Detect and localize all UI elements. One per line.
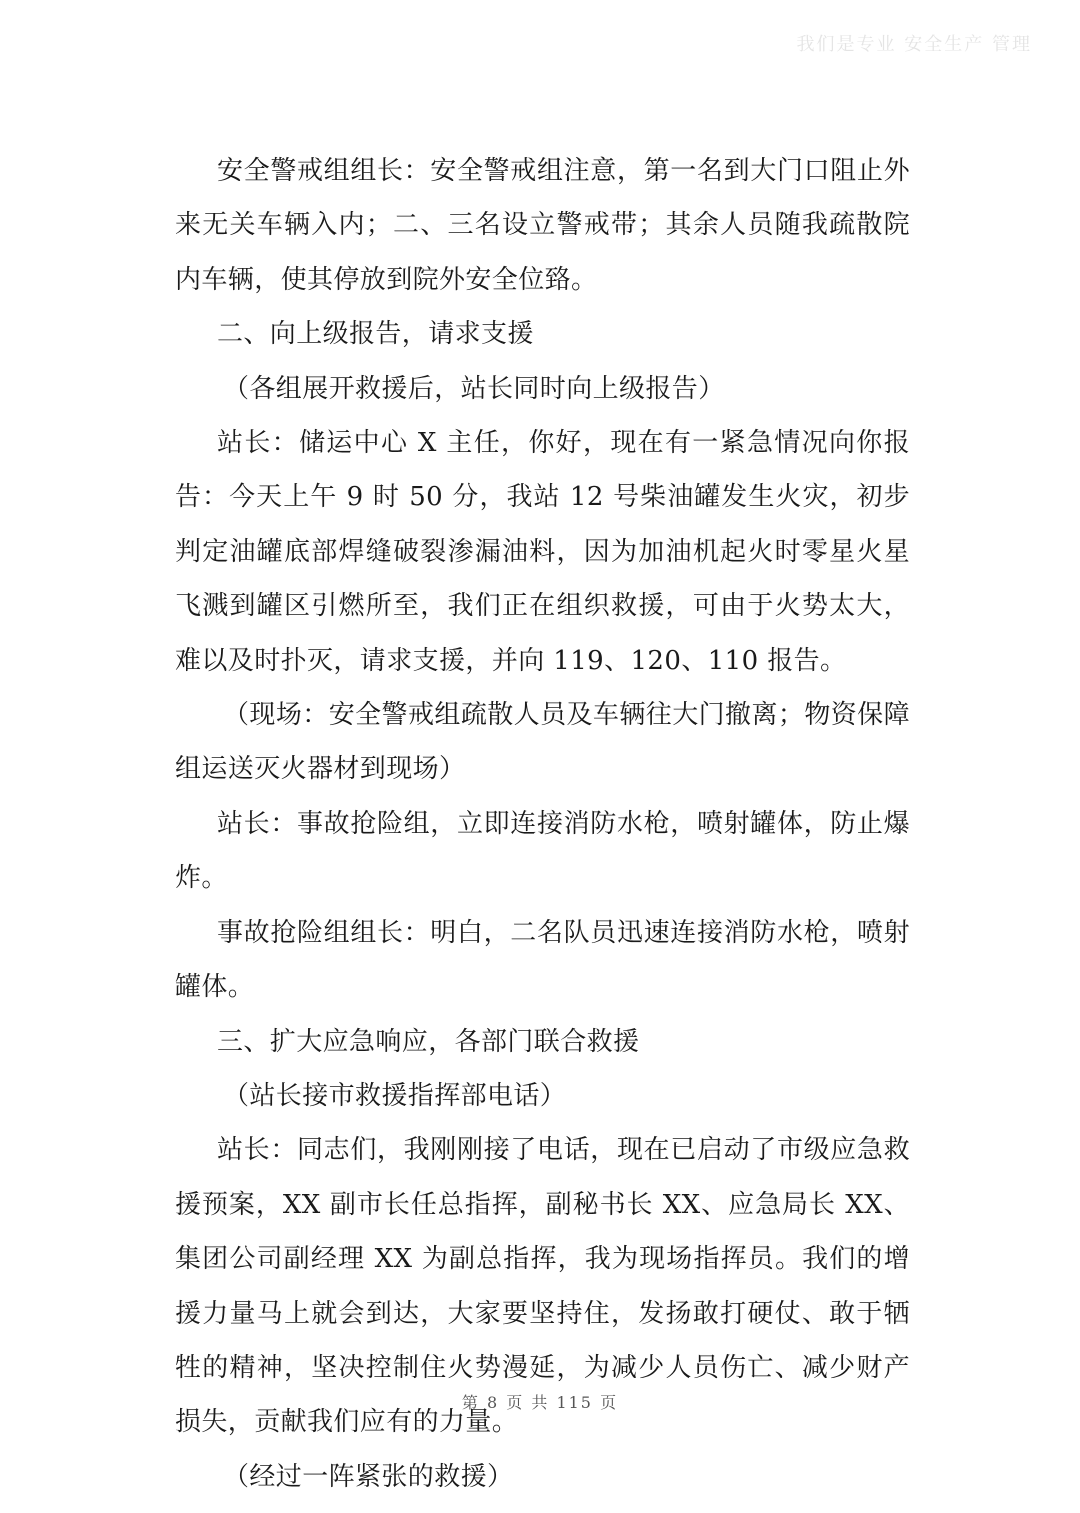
stage-note: （各组展开救援后，站长同时向上级报告） <box>223 373 725 404</box>
watermark: 我们是专业 安全生产 管理 <box>796 34 1032 55</box>
stage-note: （经过一阵紧张的救援） <box>223 1461 514 1492</box>
page-footer: 第 8 页 共 115 页 <box>461 1393 619 1412</box>
paragraph-station-report: 站长：储运中心 X 主任，你好，现在有一紧急情况向你报告：今天上午 9 时 50 分，我站 12 号柴油罐发生火灾，初步判定油罐底部焊缝破裂渗漏油料，因为加油机起火时零星火星飞溅到罐区引燃所至，我们正在组织救援，可由于火势太大，难以及时扑灭，请求支援，并向 119、120、110 报告。 <box>175 428 910 676</box>
section-heading-expand: 三、扩大应急响应，各部门联合救援 <box>217 1026 640 1057</box>
paragraph-rescue-leader: 事故抢险组组长：明白，二名队员迅速连接消防水枪，喷射罐体。 <box>175 917 910 1003</box>
section-heading-report: 二、向上级报告，请求支援 <box>217 319 534 350</box>
stage-note: （现场：安全警戒组疏散人员及车辆往大门撤离；物资保障组运送灭火器材到现场） <box>175 700 910 785</box>
stage-note: （站长接市救援指挥部电话） <box>223 1080 567 1111</box>
paragraph-station-speech: 站长：同志们，我刚刚接了电话，现在已启动了市级应急救援预案，XX 副市长任总指挥，副秘书长 XX、应急局长 XX、集团公司副经理 XX 为副总指挥，我为现场指挥员。我们的增援力量马上就会到达，大家要坚持住，发扬敢打硬仗、敢于牺牲的精神，坚决控制住火势漫延，为减少人员伤亡、减少财产损失，贡献我们应有的力量。 <box>175 1135 910 1438</box>
paragraph-station-order: 站长：事故抢险组，立即连接消防水枪，喷射罐体，防止爆炸。 <box>175 808 910 894</box>
document-body <box>175 144 910 1504</box>
paragraph-security-leader: 安全警戒组组长：安全警戒组注意，第一名到大门口阻止外来无关车辆入内；二、三名设立警戒带；其余人员随我疏散院内车辆，使其停放到院外安全位臵。 <box>175 156 910 295</box>
